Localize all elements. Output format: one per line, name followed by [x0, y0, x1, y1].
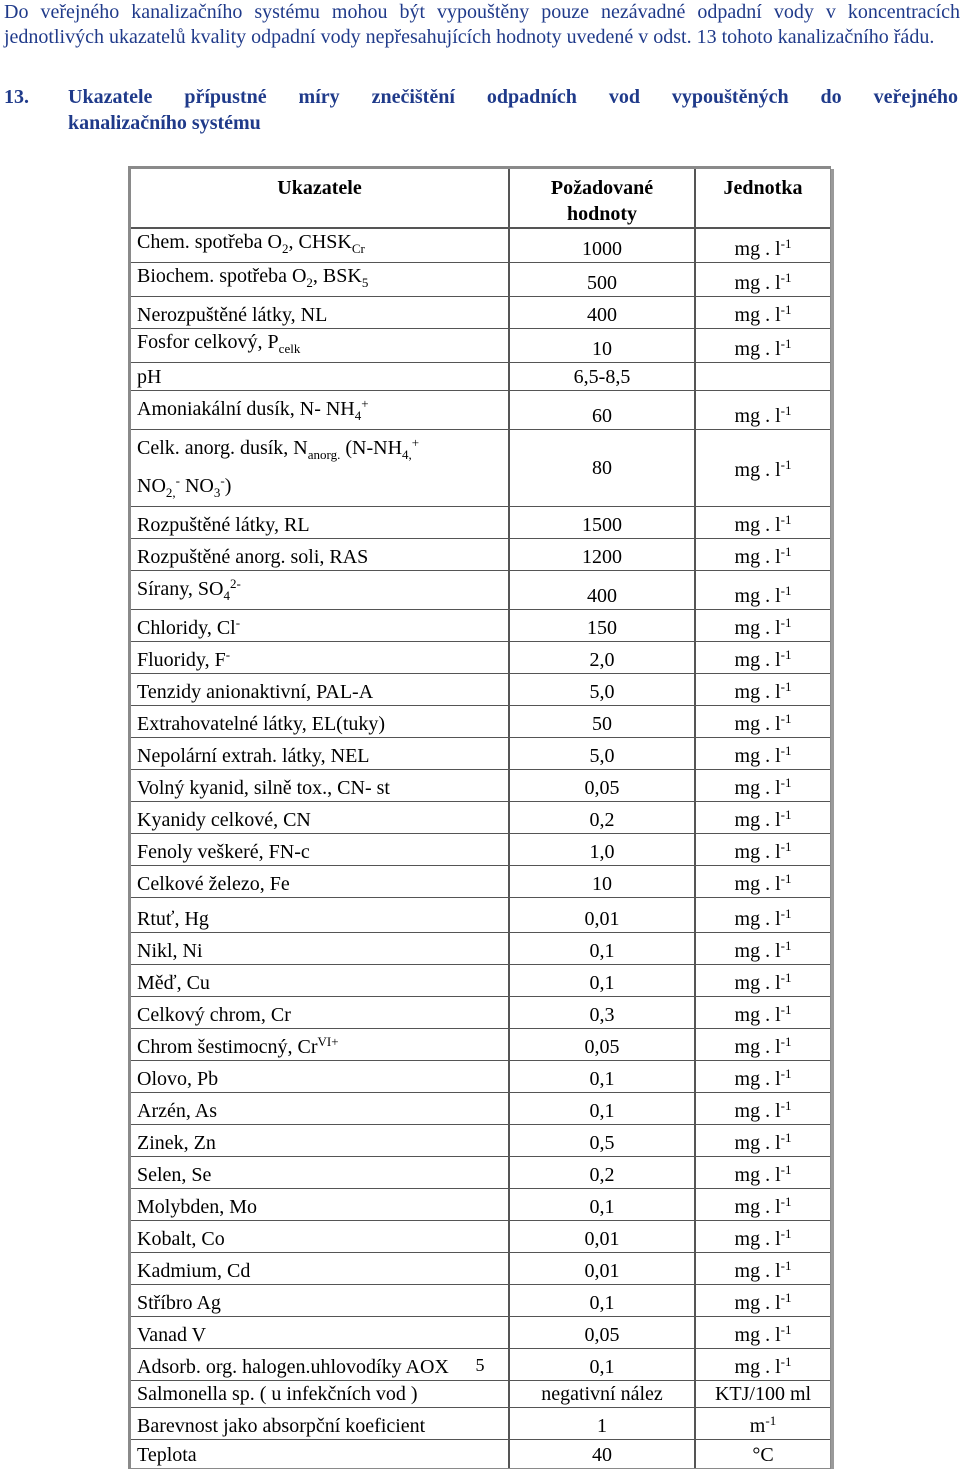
- indicator-cell: [131, 1380, 509, 1408]
- indicator-cell: [131, 1028, 509, 1060]
- indicator-name: Tenzidy anionaktivní, PAL-A: [137, 680, 374, 703]
- unit-cell: [695, 538, 830, 570]
- unit-text: mg . l: [734, 238, 781, 260]
- unit-exponent: -1: [780, 1129, 792, 1145]
- indicator-cell: [131, 1156, 509, 1188]
- indicator-cell: [131, 1316, 509, 1348]
- indicator-name: Rtuť, Hg: [137, 907, 209, 930]
- unit-cell: [695, 1252, 830, 1284]
- indicator-name: Rozpuštěné látky, RL: [137, 513, 310, 536]
- unit-text: mg . l: [734, 513, 781, 536]
- unit-cell: [695, 1028, 830, 1060]
- value-cell: 6,5-8,5: [509, 363, 695, 391]
- unit-text: mg . l: [734, 1227, 781, 1250]
- section-title-line1: Ukazatele přípustné míry znečištění odpadních vod vypouštěných do veřejného: [68, 86, 958, 108]
- unit-text: mg . l: [734, 272, 781, 294]
- unit-text: mg . l: [734, 712, 781, 735]
- unit-text: mg . l: [734, 584, 781, 607]
- indicator-cell: [131, 363, 509, 391]
- unit-exponent: -1: [780, 806, 792, 822]
- value-cell: 10: [509, 329, 695, 363]
- unit-cell: [695, 263, 830, 297]
- indicator-cell: [131, 297, 509, 329]
- indicator-name: Měď, Cu: [137, 971, 210, 994]
- indicator-subscript: 2: [281, 241, 289, 256]
- indicator-cell: [131, 1252, 509, 1284]
- unit-exponent: -1: [780, 1353, 792, 1369]
- unit-text: mg . l: [734, 939, 781, 962]
- value-cell: 40: [509, 1440, 695, 1468]
- indicator-cell: [131, 769, 509, 801]
- indicator-cell: [131, 1220, 509, 1252]
- unit-cell: [695, 1380, 830, 1408]
- indicator-superscript: -: [235, 614, 241, 630]
- unit-exponent: -1: [780, 1321, 792, 1337]
- value-cell: 0,05: [509, 1316, 695, 1348]
- indicator-cell: [131, 1188, 509, 1220]
- value-cell: 60: [509, 390, 695, 429]
- table-row: [131, 329, 830, 363]
- unit-text: mg . l: [734, 1355, 781, 1378]
- table-row: [131, 1156, 830, 1188]
- unit-cell: [695, 641, 830, 673]
- unit-exponent: -1: [780, 1193, 792, 1209]
- unit-text: mg . l: [734, 1003, 781, 1026]
- unit-cell: [695, 228, 830, 263]
- unit-cell: [695, 570, 830, 609]
- unit-text: mg . l: [734, 1163, 781, 1186]
- indicator-cell: [131, 932, 509, 964]
- unit-cell: [695, 897, 830, 932]
- unit-cell: [695, 833, 830, 865]
- table-row: [131, 1220, 830, 1252]
- unit-exponent: -1: [780, 870, 792, 886]
- table-row: [131, 228, 830, 263]
- unit-text: mg . l: [734, 1099, 781, 1122]
- unit-cell: [695, 1440, 830, 1468]
- unit-cell: [695, 297, 830, 329]
- unit-exponent: -1: [780, 336, 792, 351]
- indicator-name: Sírany, SO: [137, 577, 224, 600]
- unit-cell: [695, 609, 830, 641]
- indicator-cell: [131, 1124, 509, 1156]
- value-cell: 1000: [509, 228, 695, 263]
- unit-text: mg . l: [734, 1291, 781, 1314]
- unit-exponent: -1: [780, 582, 792, 598]
- unit-exponent: -1: [780, 457, 792, 473]
- value-cell: 80: [509, 429, 695, 506]
- unit-exponent: -1: [780, 678, 792, 694]
- unit-text: mg . l: [734, 840, 781, 863]
- table-row: [131, 641, 830, 673]
- unit-text: mg . l: [734, 648, 781, 671]
- header-unit: Jednotka: [695, 169, 830, 228]
- table-row: [131, 1440, 830, 1468]
- indicator-cell: [131, 1440, 509, 1468]
- indicator-name: Fosfor celkový, P: [137, 331, 279, 353]
- unit-exponent: -1: [780, 838, 792, 854]
- indicator-cell: [131, 228, 509, 263]
- indicator-name: Arzén, As: [137, 1099, 217, 1122]
- table-row: [131, 1380, 830, 1408]
- indicator-cell: [131, 538, 509, 570]
- value-cell: 1: [509, 1408, 695, 1440]
- indicator-subscript: 3: [213, 484, 221, 500]
- table-row: [131, 964, 830, 996]
- table-row: [131, 609, 830, 641]
- indicator-cell: [131, 673, 509, 705]
- page-number: 5: [475, 1355, 485, 1375]
- indicator-subscript: 4: [223, 587, 230, 603]
- value-cell: 0,2: [509, 801, 695, 833]
- indicator-cell: [131, 1092, 509, 1124]
- indicator-name: Teplota: [137, 1443, 197, 1466]
- unit-cell: [695, 996, 830, 1028]
- unit-exponent: -1: [780, 236, 792, 251]
- indicator-name-cont: , CHSK: [288, 231, 352, 253]
- indicator-cell: [131, 429, 509, 506]
- table-row: [131, 769, 830, 801]
- indicator-superscript: +: [411, 434, 420, 450]
- table-row: [131, 1316, 830, 1348]
- indicator-name: Volný kyanid, silně tox., CN- st: [137, 776, 390, 799]
- table-row: [131, 1028, 830, 1060]
- unit-text: mg . l: [734, 744, 781, 767]
- unit-text: mg . l: [734, 872, 781, 895]
- table-row: [131, 506, 830, 538]
- value-cell: 0,1: [509, 1092, 695, 1124]
- unit-cell: [695, 769, 830, 801]
- unit-cell: [695, 1408, 830, 1440]
- table-row: [131, 865, 830, 897]
- unit-exponent: -1: [780, 270, 792, 285]
- unit-text: mg . l: [734, 338, 781, 360]
- table-row: [131, 801, 830, 833]
- unit-cell: [695, 1188, 830, 1220]
- unit-cell: [695, 865, 830, 897]
- indicator-cell: [131, 641, 509, 673]
- indicator-superscript: VI+: [317, 1033, 339, 1049]
- value-cell: 0,01: [509, 897, 695, 932]
- value-cell: 0,01: [509, 1252, 695, 1284]
- unit-cell: [695, 705, 830, 737]
- table-row: [131, 932, 830, 964]
- indicator-superscript: +: [361, 395, 369, 411]
- value-cell: 5,0: [509, 673, 695, 705]
- indicator-name-cont: , BSK: [312, 265, 362, 287]
- unit-cell: [695, 737, 830, 769]
- unit-text: mg . l: [734, 404, 781, 427]
- value-cell: 50: [509, 705, 695, 737]
- indicator-subscript: anorg.: [307, 446, 341, 462]
- unit-exponent: -1: [780, 937, 792, 953]
- indicator-name: Celk. anorg. dusík, N: [137, 436, 308, 459]
- table-row: [131, 1408, 830, 1440]
- table-row: [131, 263, 830, 297]
- value-cell: 500: [509, 263, 695, 297]
- unit-cell: [695, 1348, 830, 1380]
- unit-cell: [695, 964, 830, 996]
- section-heading: [4, 84, 959, 136]
- indicator-superscript: -: [220, 472, 225, 488]
- value-cell: negativní nález: [509, 1380, 695, 1408]
- indicator-superscript: -: [225, 646, 231, 662]
- unit-text: mg . l: [734, 971, 781, 994]
- table-row: [131, 538, 830, 570]
- unit-cell: [695, 801, 830, 833]
- indicator-name: Fenoly veškeré, FN-c: [137, 840, 310, 863]
- indicator-cell: [131, 570, 509, 609]
- table-row: [131, 996, 830, 1028]
- value-cell: 0,2: [509, 1156, 695, 1188]
- unit-cell: [695, 932, 830, 964]
- unit-text: mg . l: [734, 1259, 781, 1282]
- limits-table: [128, 166, 831, 1469]
- unit-text: mg . l: [734, 1323, 781, 1346]
- table-row: [131, 737, 830, 769]
- indicator-name: Extrahovatelné látky, EL(tuky): [137, 712, 386, 735]
- unit-text: mg . l: [734, 907, 781, 930]
- indicator-name: Chloridy, Cl: [137, 616, 236, 639]
- unit-cell: [695, 1284, 830, 1316]
- table-row: [131, 429, 830, 506]
- intro-paragraph: Do veřejného kanalizačního systému mohou být vypouštěny pouze nezávadné odpadní vody v koncentracích jednotlivých ukazatelů kvality odpadní vody nepřesahujících hodnoty uvedené v odst. 13 tohoto kanalizačního řádu.: [4, 1, 960, 48]
- indicator-name: Molybden, Mo: [137, 1195, 257, 1218]
- unit-exponent: -1: [780, 646, 792, 662]
- indicator-line2: NO: [137, 474, 166, 497]
- unit-text: mg . l: [734, 808, 781, 831]
- value-cell: 400: [509, 570, 695, 609]
- value-cell: 150: [509, 609, 695, 641]
- indicator-subscript: 2: [306, 275, 313, 290]
- value-cell: 0,1: [509, 964, 695, 996]
- value-cell: 1200: [509, 538, 695, 570]
- table-row: [131, 705, 830, 737]
- indicator-name: Chem. spotřeba O: [137, 231, 282, 253]
- unit-text: mg . l: [734, 1131, 781, 1154]
- unit-exponent: -1: [780, 1033, 792, 1049]
- unit-exponent: -1: [780, 969, 792, 985]
- value-cell: 400: [509, 297, 695, 329]
- table-row: [131, 1124, 830, 1156]
- value-cell: 0,5: [509, 1124, 695, 1156]
- indicator-name-cont: (N-NH: [340, 436, 403, 459]
- unit-exponent: -1: [780, 302, 792, 317]
- value-cell: 0,1: [509, 1348, 695, 1380]
- unit-text: KTJ/100 ml: [714, 1383, 812, 1406]
- value-cell: 10: [509, 865, 695, 897]
- indicator-name: Zinek, Zn: [137, 1131, 216, 1154]
- table-row: [131, 390, 830, 429]
- table-row: [131, 673, 830, 705]
- value-cell: 0,1: [509, 1188, 695, 1220]
- value-cell: 0,1: [509, 1060, 695, 1092]
- indicator-name: Kadmium, Cd: [137, 1259, 251, 1282]
- indicator-line2-end: ): [224, 474, 232, 497]
- unit-text: mg . l: [734, 1067, 781, 1090]
- indicator-name: Fluoridy, F: [137, 648, 226, 671]
- unit-cell: [695, 506, 830, 538]
- indicator-cell: [131, 964, 509, 996]
- indicator-cell: [131, 1284, 509, 1316]
- indicator-name: Olovo, Pb: [137, 1067, 219, 1090]
- unit-exponent: -1: [780, 543, 792, 559]
- value-cell: 0,01: [509, 1220, 695, 1252]
- indicator-subscript: 2,: [165, 484, 176, 500]
- table-row: [131, 297, 830, 329]
- unit-exponent: -1: [780, 742, 792, 758]
- unit-exponent: -1: [780, 1161, 792, 1177]
- indicator-cell: [131, 833, 509, 865]
- unit-cell: [695, 429, 830, 506]
- indicator-subscript: 4: [354, 407, 362, 423]
- indicator-cell: [131, 865, 509, 897]
- indicator-cell: [131, 1060, 509, 1092]
- indicator-name: Celkový chrom, Cr: [137, 1003, 291, 1026]
- unit-cell: [695, 390, 830, 429]
- table-row: [131, 1060, 830, 1092]
- indicator-cell: [131, 801, 509, 833]
- table-row: [131, 1092, 830, 1124]
- unit-text: °C: [752, 1443, 774, 1466]
- indicator-subscript: Cr: [351, 241, 365, 256]
- unit-exponent: -1: [780, 774, 792, 790]
- unit-exponent: -1: [765, 1413, 777, 1429]
- unit-exponent: -1: [780, 402, 792, 418]
- unit-text: mg . l: [734, 304, 781, 326]
- value-cell: 1500: [509, 506, 695, 538]
- indicator-cell: [131, 506, 509, 538]
- unit-cell: [695, 673, 830, 705]
- indicator-cell: [131, 737, 509, 769]
- value-cell: 0,3: [509, 996, 695, 1028]
- unit-exponent: -1: [780, 614, 792, 630]
- table-row: [131, 833, 830, 865]
- unit-exponent: -1: [780, 710, 792, 726]
- indicator-name: pH: [137, 365, 162, 388]
- unit-text: mg . l: [734, 459, 781, 482]
- unit-exponent: -1: [780, 511, 792, 527]
- value-cell: 2,0: [509, 641, 695, 673]
- value-cell: 0,05: [509, 1028, 695, 1060]
- indicator-cell: [131, 705, 509, 737]
- unit-text: mg . l: [734, 1035, 781, 1058]
- unit-text: mg . l: [734, 776, 781, 799]
- table-row: [131, 1252, 830, 1284]
- unit-cell: [695, 1220, 830, 1252]
- indicator-name: Nepolární extrah. látky, NEL: [137, 744, 370, 767]
- unit-text: m: [749, 1415, 766, 1438]
- indicator-cell: [131, 609, 509, 641]
- unit-cell: [695, 1092, 830, 1124]
- indicator-superscript: -: [175, 472, 180, 488]
- indicator-cell: [131, 263, 509, 297]
- value-cell: 5,0: [509, 737, 695, 769]
- indicator-name: Rozpuštěné anorg. soli, RAS: [137, 545, 369, 568]
- indicator-cell: [131, 996, 509, 1028]
- indicator-name: Adsorb. org. halogen.uhlovodíky AOX: [137, 1355, 449, 1378]
- unit-text: mg . l: [734, 545, 781, 568]
- unit-cell: [695, 1124, 830, 1156]
- indicator-superscript: 2-: [229, 575, 241, 591]
- table-row: [131, 897, 830, 932]
- unit-text: mg . l: [734, 616, 781, 639]
- indicator-name: Celkové železo, Fe: [137, 872, 290, 895]
- unit-cell: [695, 1060, 830, 1092]
- indicator-name: Selen, Se: [137, 1163, 212, 1186]
- indicator-name: Biochem. spotřeba O: [137, 265, 307, 287]
- header-indicator: Ukazatele: [131, 169, 509, 228]
- indicator-name: Barevnost jako absorpční koeficient: [137, 1415, 426, 1438]
- indicator-subscript: 5: [361, 275, 369, 290]
- indicator-name: Kobalt, Co: [137, 1227, 225, 1250]
- value-cell: 0,1: [509, 932, 695, 964]
- table-header-row: [131, 169, 830, 228]
- unit-cell: [695, 1156, 830, 1188]
- indicator-name: Amoniakální dusík, N- NH: [137, 397, 355, 420]
- unit-exponent: -1: [780, 1225, 792, 1241]
- unit-exponent: -1: [780, 1065, 792, 1081]
- indicator-cell: [131, 897, 509, 932]
- unit-text: mg . l: [734, 1195, 781, 1218]
- indicator-name: Stříbro Ag: [137, 1291, 221, 1314]
- indicator-name: Kyanidy celkové, CN: [137, 808, 311, 831]
- unit-cell: [695, 363, 830, 391]
- indicator-subscript: celk: [278, 341, 301, 356]
- section-number: 13.: [4, 86, 29, 108]
- section-title-line2: kanalizačního systému: [68, 112, 261, 134]
- indicator-name: Vanad V: [137, 1323, 207, 1346]
- value-cell: 1,0: [509, 833, 695, 865]
- indicator-name: Salmonella sp. ( u infekčních vod ): [137, 1383, 418, 1406]
- unit-text: mg . l: [734, 680, 781, 703]
- indicator-line2-cont: NO: [179, 474, 214, 497]
- indicator-subscript: 4,: [402, 446, 412, 462]
- unit-cell: [695, 329, 830, 363]
- unit-exponent: -1: [780, 1001, 792, 1017]
- value-cell: 0,1: [509, 1284, 695, 1316]
- indicator-name: Nerozpuštěné látky, NL: [137, 304, 328, 326]
- table-row: [131, 1284, 830, 1316]
- indicator-cell: [131, 390, 509, 429]
- unit-cell: [695, 1316, 830, 1348]
- unit-exponent: -1: [780, 1097, 792, 1113]
- unit-exponent: -1: [780, 1289, 792, 1305]
- indicator-cell: [131, 1408, 509, 1440]
- unit-exponent: -1: [780, 1257, 792, 1273]
- header-required-values: Požadované hodnoty: [509, 169, 695, 228]
- table-row: [131, 1188, 830, 1220]
- unit-exponent: -1: [780, 905, 792, 921]
- indicator-name: Nikl, Ni: [137, 939, 203, 962]
- table-row: [131, 363, 830, 391]
- value-cell: 0,05: [509, 769, 695, 801]
- indicator-cell: [131, 329, 509, 363]
- indicator-name: Chrom šestimocný, Cr: [137, 1035, 318, 1058]
- table-row: [131, 570, 830, 609]
- indicator-cell: [131, 1348, 509, 1380]
